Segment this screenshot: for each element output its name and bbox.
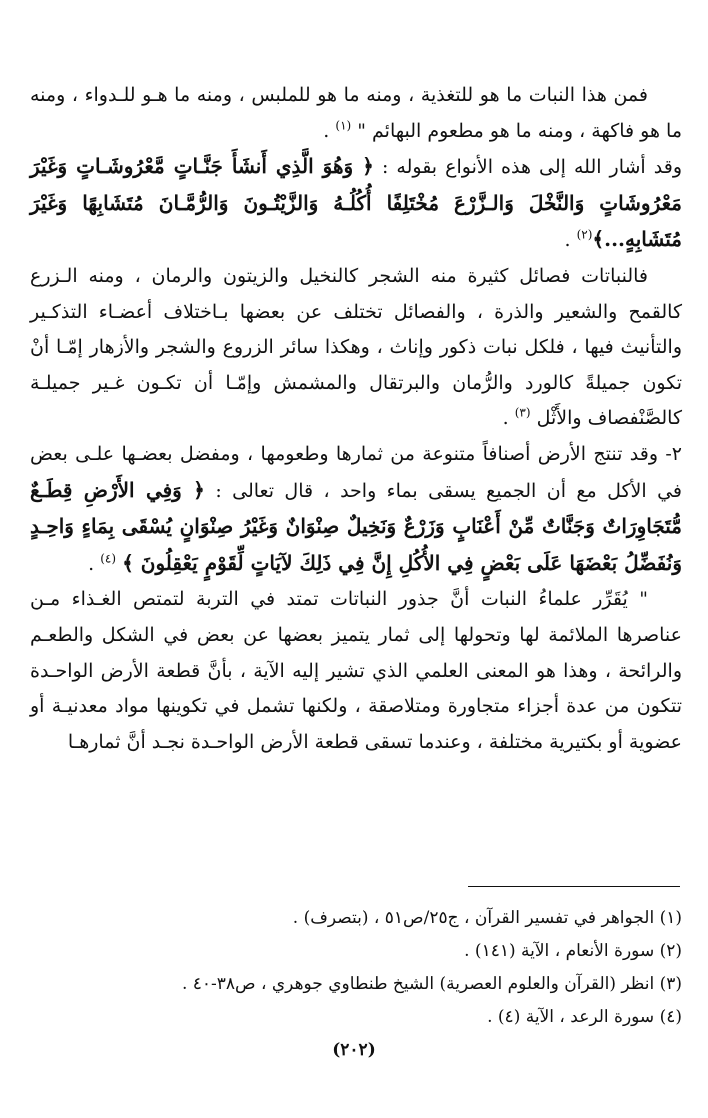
paragraph-text: . bbox=[88, 552, 101, 575]
main-text bbox=[30, 78, 682, 760]
footnote-separator bbox=[468, 886, 680, 887]
footnote-reference: (١) bbox=[335, 118, 352, 133]
paragraph-5 bbox=[30, 582, 682, 760]
paragraph-text: وقد أشار الله إلى هذه الأنواع بقوله : bbox=[373, 156, 682, 179]
paragraph-2 bbox=[30, 149, 682, 259]
paragraph-text: ٢- وقد تنتج الأرض أصنافاً متنوعة من ثمارها وطعومها ، ومفضل بعضـها علـى بعض في الأكل مع أن الجميع يسقى بماء واحد ، قال تعالى : bbox=[30, 442, 682, 502]
footnote-1: (١) الجواهر في تفسير القرآن ، ج٢٥/ص٥١ ، (بتصرف) . bbox=[292, 908, 682, 928]
quran-verse: ﴿ وَهُوَ الَّذِي أَنشَأَ جَنَّـاتٍ مَّعْرُوشَـاتٍ وَغَيْرَ مَعْرُوشَاتٍ وَالنَّخْلَ وَالـزَّرْعَ مُخْتَلِفًا أُكُلُـهُ وَالزَّيْتُـونَ وَالرُّمَّـانَ مُتَشَابِهًا وَغَيْرَ مُتَشَابِهٍ...﴾ bbox=[30, 154, 682, 252]
paragraph-text: . bbox=[502, 407, 515, 430]
paragraph-text: فالنباتات فصائل كثيرة منه الشجر كالنخيل والزيتون والرمان ، ومنه الـزرع كالقمح والشعير والذرة ، والفصائل تختلف عن بعضها بـاختلاف أعضـاء التذكـير والتأنيث فيها ، فلكل نبات ذكور وإناث ، وهكذا سائر الزروع والشجر والأزهار إمّـا أنْ تكون جميلةً كالورد والرُّمان والبرتقال والمشمش وإمّـا أن تكـون غـير جميلـة كالصَّنْفصاف والأَثْل bbox=[30, 264, 682, 430]
footnotes bbox=[40, 902, 682, 1034]
footnote-reference: (٤) bbox=[100, 551, 117, 566]
paragraph-4 bbox=[30, 437, 682, 582]
page-number: (٢٠٢) bbox=[332, 1040, 376, 1060]
paragraph-text: " يُقَرِّر علماءُ النبات أنَّ جذور النباتات تمتد في التربة لتمتص الغـذاء مـن عناصرها الملائمة لها وتحولها إلى ثمار يتميز بعضها عن بعض في الشكل والطعـم والرائحة ، وهذا هو المعنى العلمي الذي تشير إليه الآية ، بأنَّ قطعة الأرض الواحـدة تتكون من عدة أجزاء متجاورة ومتلاصقة ، ولكنها تشمل في تكوينها مواد معدنيـة أو عضوية أو بكتيرية مختلفة ، وعندما تسقى قطعة الأرض الواحـدة نجـد أنَّ ثمارهـا bbox=[30, 588, 682, 753]
quran-verse: ﴿ وَفِي الأَرْضِ قِطَـعٌ مُّتَجَاوِرَاتٌ وَجَنَّاتٌ مِّنْ أَعْنَابٍ وَزَرْعٌ وَنَخِيلٌ صِنْوَانٌ وَغَيْرُ صِنْوَانٍ يُسْقَى بِمَاءٍ وَاحِـدٍ وَنُفَضِّلُ بَعْضَهَا عَلَى بَعْضٍ فِي الأُكُلِ إِنَّ فِي ذَلِكَ لآيَاتٍ لِّقَوْمٍ يَعْقِلُونَ ﴾ bbox=[30, 477, 682, 575]
footnote-4: (٤) سورة الرعد ، الآية (٤) . bbox=[487, 1007, 682, 1027]
paragraph-3 bbox=[30, 259, 682, 437]
paragraph-text: فمن هذا النبات ما هو للتغذية ، ومنه ما هو للملبس ، ومنه ما هـو للـدواء ، ومنه ما هو فاكهة ، ومنه ما هو مطعوم البهائم " bbox=[30, 84, 682, 142]
paragraph-1 bbox=[30, 78, 682, 149]
footnote-reference: (٢) bbox=[576, 228, 593, 243]
footnote-reference: (٣) bbox=[514, 406, 531, 421]
paragraph-text: . bbox=[323, 119, 336, 142]
paragraph-text: . bbox=[564, 229, 577, 252]
footnote-2: (٢) سورة الأنعام ، الآية (١٤١) . bbox=[464, 941, 682, 961]
footnote-3: (٣) انظر (القرآن والعلوم العصرية) الشيخ طنطاوي جوهري ، ص٣٨-٤٠ . bbox=[181, 974, 682, 994]
